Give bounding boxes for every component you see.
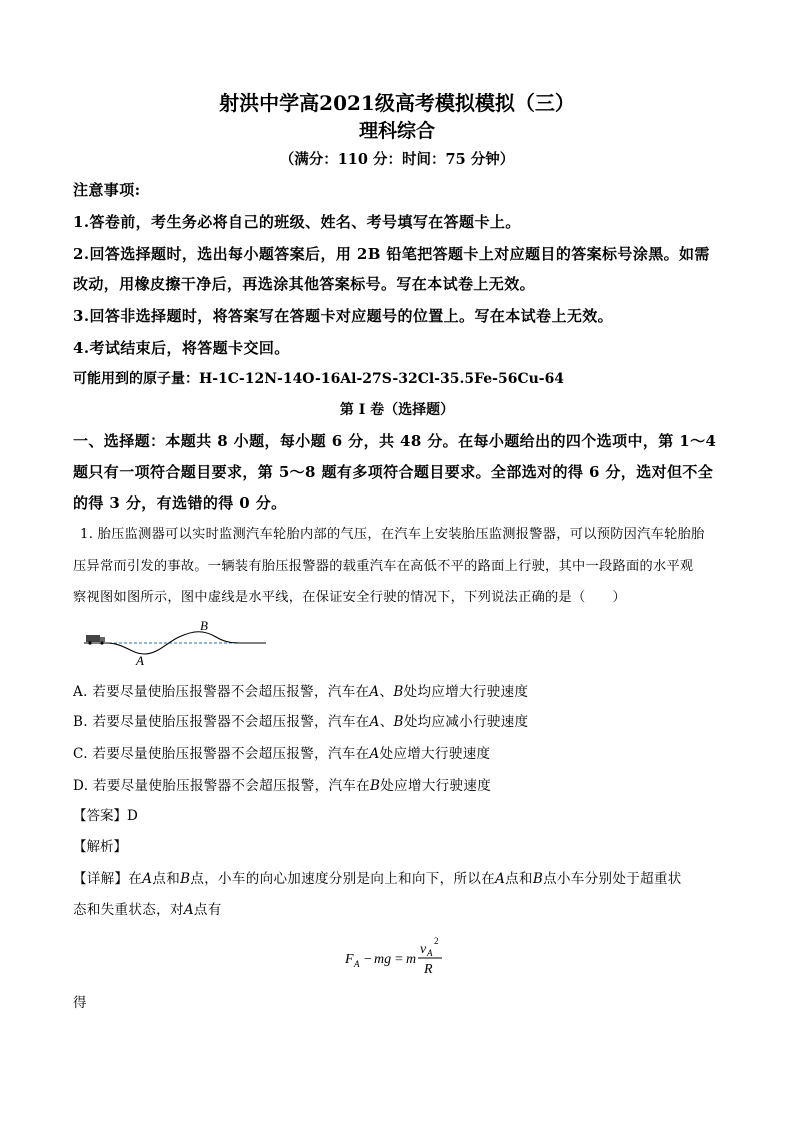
notice-item-4: 4.考试结束后，将答题卡交回。: [73, 339, 290, 357]
answer-line: [73, 806, 138, 826]
road-diagram: [84, 620, 270, 668]
eq-v: v: [420, 942, 427, 957]
detail-text: 点和: [505, 871, 533, 887]
option-text: 若要尽量使胎压报警器不会超压报警，汽车在: [92, 746, 370, 762]
road-figure: [84, 620, 270, 668]
eq-m: m: [406, 952, 417, 967]
score-time-info: （满分：110 分：时间：75 分钟）: [279, 151, 515, 168]
exam-title: 射洪中学高2021级高考模拟模拟（三）: [219, 91, 575, 115]
point-b: B: [393, 714, 404, 730]
option-text: 若要尽量使胎压报警器不会超压报警，汽车在: [93, 778, 370, 794]
point-a: A: [369, 746, 380, 762]
q1-option-b[interactable]: [73, 712, 528, 732]
q1-option-a[interactable]: [73, 682, 528, 702]
detail-line-1: [73, 869, 682, 889]
q1-stem-line-2: 压异常而引发的事故。一辆装有胎压报警器的载重汽车在高低不平的路面上行驶，其中一段路面的水平观: [73, 559, 694, 574]
section-title: 第 I 卷（选择题）: [339, 402, 455, 418]
option-text-end: 处均应增大行驶速度: [403, 684, 529, 700]
q1-option-d[interactable]: [73, 776, 491, 796]
eq-F-sub: A: [354, 959, 360, 969]
point-a: A: [495, 871, 506, 887]
subject-title: 理科综合: [358, 120, 435, 142]
option-text: 若要尽量使胎压报警器不会超压报警，汽车在: [92, 714, 370, 730]
point-b: B: [393, 684, 404, 700]
equation-svg: [340, 935, 460, 985]
point-a: A: [369, 684, 380, 700]
separator: 、: [379, 684, 394, 700]
option-text-end: 处应增大行驶速度: [380, 778, 492, 794]
notice-item-3: 3.回答非选择题时，将答案写在答题卡对应题号的位置上。写在本试卷上无效。: [73, 307, 614, 325]
point-a: A: [142, 871, 153, 887]
option-text: 若要尽量使胎压报警器不会超压报警，汽车在: [92, 684, 370, 700]
option-letter: C.: [73, 746, 88, 762]
detail-text: 点和: [152, 871, 181, 887]
detail-text: 点小车分别处于超重状: [543, 871, 682, 887]
detail-line-2: [73, 900, 222, 920]
force-equation: [340, 935, 460, 985]
q1-option-c[interactable]: [73, 744, 490, 764]
point-b: B: [180, 871, 191, 887]
detail-text: 点有: [193, 902, 222, 918]
option-letter: B.: [73, 714, 88, 730]
q1-stem-line-3: 察视图如图所示，图中虚线是水平线，在保证安全行驶的情况下，下列说法正确的是（ ）: [73, 590, 626, 605]
result-text: 得: [73, 995, 87, 1011]
separator: 、: [379, 714, 394, 730]
option-letter: D.: [73, 778, 89, 794]
notice-item-2-cont: 改动，用橡皮擦干净后，再选涂其他答案标号。写在本试卷上无效。: [73, 275, 536, 293]
option-letter: A.: [73, 684, 88, 700]
point-a: A: [369, 714, 380, 730]
detail-tag: 【详解】: [73, 871, 129, 887]
eq-v-sup: 2: [434, 936, 439, 946]
notice-heading: 注意事项:: [73, 181, 141, 199]
detail-text: 点，小车的向心加速度分别是向上和向下，所以在: [190, 871, 496, 887]
answer-value: D: [127, 808, 138, 824]
figure-label-a: A: [136, 653, 144, 668]
analysis-tag: 【解析】: [73, 839, 127, 855]
eq-mg: mg: [374, 952, 392, 967]
eq-F: F: [345, 952, 354, 967]
eq-R: R: [424, 962, 433, 977]
detail-text: 态和失重状态，对: [73, 902, 184, 918]
option-text-end: 处均应减小行驶速度: [403, 714, 529, 730]
section-instruction-2: 题只有一项符合题目要求，第 5～8 题有多项符合题目要求。全部选对的得 6 分，选对但不全: [73, 463, 714, 481]
point-b: B: [532, 871, 544, 887]
eq-minus: −: [364, 952, 372, 967]
point-b: B: [370, 778, 381, 794]
answer-tag: 【答案】: [73, 808, 127, 824]
eq-equals: =: [395, 952, 403, 967]
detail-text: 在: [128, 871, 143, 887]
atomic-mass-line: 可能用到的原子量：H-1C-12N-14O-16Al-27S-32Cl-35.5Fe-56Cu-64: [73, 371, 565, 387]
figure-label-b: B: [200, 620, 208, 633]
option-text-end: 处应增大行驶速度: [379, 746, 491, 762]
notice-item-1: 1.答卷前，考生务必将自己的班级、姓名、考号填写在答题卡上。: [73, 213, 521, 231]
notice-item-2: 2.回答选择题时，选出每小题答案后，用 2B 铅笔把答题卡上对应题目的答案标号涂黑。如需: [73, 245, 710, 263]
section-instruction-3: 的得 3 分，有选错的得 0 分。: [73, 494, 287, 512]
q1-stem-line-1: 1. 胎压监测器可以实时监测汽车轮胎内部的气压，在汽车上安装胎压监测报警器，可以预防因汽车轮胎胎: [80, 527, 705, 542]
eq-v-sub: A: [427, 948, 433, 958]
point-a: A: [183, 902, 194, 918]
section-instruction-1: 一、选择题：本题共 8 小题，每小题 6 分，共 48 分。在每小题给出的四个选项中，第 1～4: [73, 432, 717, 450]
